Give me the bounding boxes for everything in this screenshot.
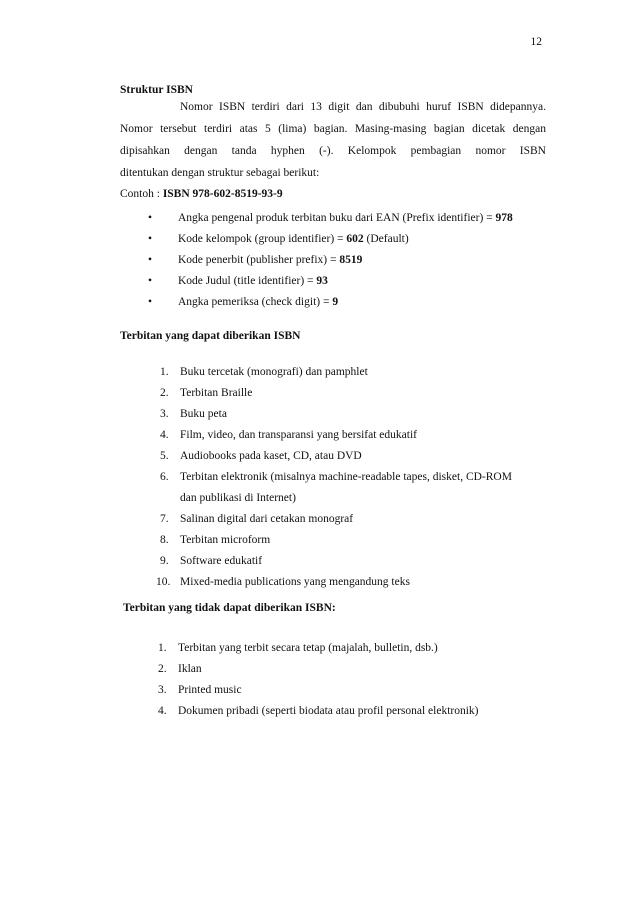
list-item: • Kode penerbit (publisher prefix) = 8519	[148, 254, 363, 266]
list-item: 6. Terbitan elektronik (misalnya machine-readable tapes, disket, CD-ROM	[160, 471, 512, 483]
list-item: • Kode Judul (title identifier) = 93	[148, 275, 328, 287]
section-struktur-isbn	[120, 84, 546, 96]
list-item-continuation: dan publikasi di Internet)	[180, 492, 296, 504]
isbn-structure-list	[120, 208, 546, 313]
section-title: Struktur ISBN	[120, 84, 193, 96]
struktur-paragraph	[120, 96, 546, 184]
dapat-isbn-list	[120, 362, 546, 593]
paragraph-line-1: Nomor ISBN terdiri dari 13 digit dan dibubuhi huruf ISBN didepannya.	[180, 101, 546, 113]
list-item: 3. Buku peta	[160, 408, 227, 420]
list-item: 5. Audiobooks pada kaset, CD, atau DVD	[160, 450, 362, 462]
list-item: 9. Software edukatif	[160, 555, 263, 567]
paragraph-line-3: dipisahkan dengan tanda hyphen (-). Kelompok pembagian nomor ISBN	[120, 145, 546, 157]
paragraph-line-2: Nomor tersebut terdiri atas 5 (lima) bagian. Masing-masing bagian dicetak dengan	[120, 123, 546, 135]
section-tidak-dapat-isbn	[123, 602, 549, 614]
paragraph-line-4: ditentukan dengan struktur sebagai berikut:	[120, 167, 320, 179]
section-dapat-isbn	[120, 330, 546, 342]
list-item: 8. Terbitan microform	[160, 534, 271, 546]
list-item: 10. Mixed-media publications yang mengandung teks	[156, 576, 410, 588]
list-item: 4. Film, video, dan transparansi yang bersifat edukatif	[160, 429, 417, 441]
page-number: 12	[530, 36, 542, 48]
section-title: Terbitan yang tidak dapat diberikan ISBN:	[123, 602, 336, 614]
list-item: 7. Salinan digital dari cetakan monograf	[160, 513, 354, 525]
example-value: ISBN 978-602-8519-93-9	[162, 188, 283, 200]
list-item: 3. Printed music	[158, 684, 242, 696]
list-item: 2. Terbitan Braille	[160, 387, 253, 399]
list-item: 2. Iklan	[158, 663, 202, 675]
list-item: • Angka pemeriksa (check digit) = 9	[148, 296, 339, 308]
example-label: Contoh :	[120, 188, 163, 200]
list-item: 1. Buku tercetak (monografi) dan pamphlet	[160, 366, 368, 378]
list-item: 1. Terbitan yang terbit secara tetap (majalah, bulletin, dsb.)	[158, 642, 438, 654]
isbn-example	[120, 188, 546, 200]
list-item: 4. Dokumen pribadi (seperti biodata atau profil personal elektronik)	[158, 705, 479, 717]
section-title: Terbitan yang dapat diberikan ISBN	[120, 330, 301, 342]
list-item: • Kode kelompok (group identifier) = 602 (Default)	[148, 233, 409, 245]
tidak-dapat-isbn-list	[120, 638, 546, 722]
list-item: • Angka pengenal produk terbitan buku dari EAN (Prefix identifier) = 978	[148, 212, 513, 224]
